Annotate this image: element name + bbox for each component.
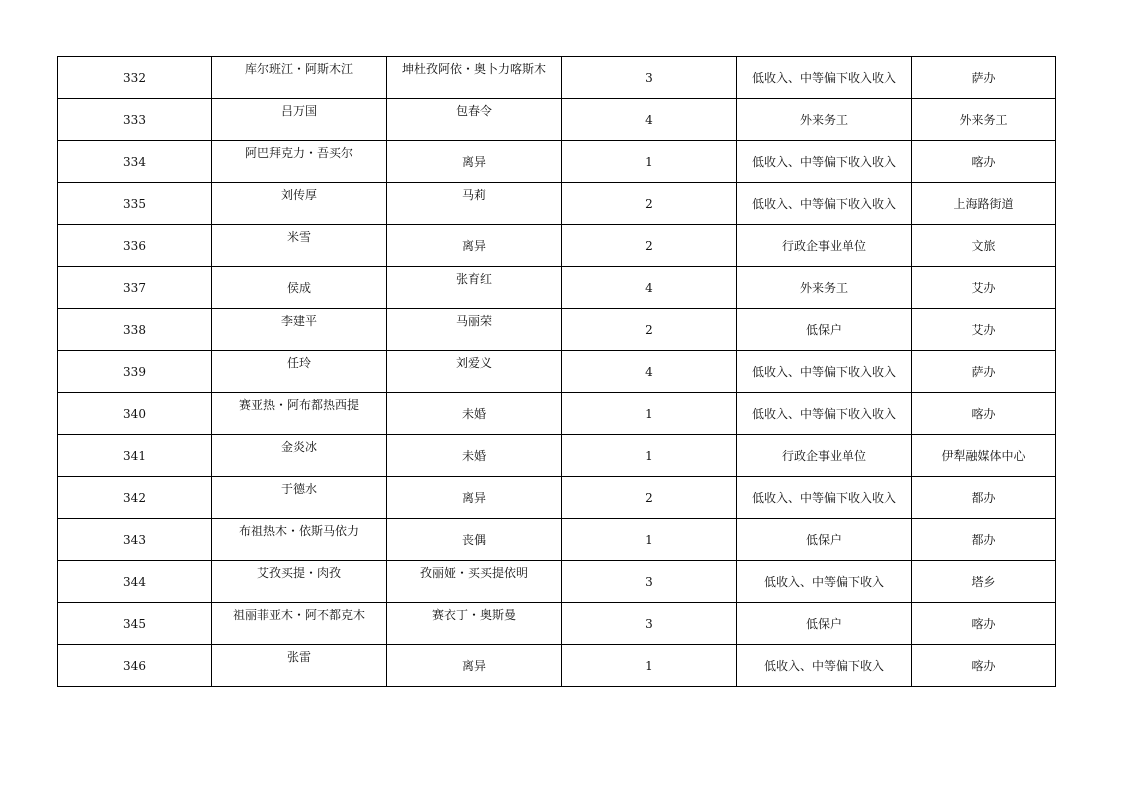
table-row	[58, 435, 1056, 477]
household-count: 3	[562, 561, 737, 603]
spouse-status: 离异	[387, 141, 562, 183]
applicant-name: 任玲	[212, 351, 387, 393]
applicant-name: 布祖热木・依斯马依力	[212, 519, 387, 561]
table-row	[58, 183, 1056, 225]
household-category: 低收入、中等偏下收入	[737, 561, 912, 603]
spouse-status: 未婚	[387, 393, 562, 435]
table-row	[58, 99, 1056, 141]
spouse-status: 刘爱义	[387, 351, 562, 393]
applicant-name: 张雷	[212, 645, 387, 687]
row-number: 342	[58, 477, 212, 519]
household-count: 1	[562, 435, 737, 477]
work-unit: 都办	[912, 477, 1056, 519]
row-number: 346	[58, 645, 212, 687]
spouse-status: 马莉	[387, 183, 562, 225]
spouse-status: 赛衣丁・奥斯曼	[387, 603, 562, 645]
work-unit: 喀办	[912, 141, 1056, 183]
spouse-status: 未婚	[387, 435, 562, 477]
table-row	[58, 519, 1056, 561]
work-unit: 喀办	[912, 645, 1056, 687]
applicant-name: 祖丽菲亚木・阿不都克木	[212, 603, 387, 645]
row-number: 344	[58, 561, 212, 603]
work-unit: 塔乡	[912, 561, 1056, 603]
household-category: 行政企事业单位	[737, 225, 912, 267]
applicant-name: 艾孜买提・肉孜	[212, 561, 387, 603]
work-unit: 萨办	[912, 351, 1056, 393]
household-category: 低收入、中等偏下收入收入	[737, 393, 912, 435]
table-row	[58, 141, 1056, 183]
spouse-status: 离异	[387, 645, 562, 687]
row-number: 339	[58, 351, 212, 393]
spouse-status: 张育红	[387, 267, 562, 309]
household-count: 1	[562, 141, 737, 183]
work-unit: 上海路街道	[912, 183, 1056, 225]
household-category: 低收入、中等偏下收入收入	[737, 57, 912, 99]
work-unit: 伊犁融媒体中心	[912, 435, 1056, 477]
row-number: 336	[58, 225, 212, 267]
household-category: 低收入、中等偏下收入收入	[737, 351, 912, 393]
table-row	[58, 645, 1056, 687]
household-count: 2	[562, 477, 737, 519]
row-number: 340	[58, 393, 212, 435]
spouse-status: 离异	[387, 477, 562, 519]
applicant-name: 米雪	[212, 225, 387, 267]
household-count: 3	[562, 57, 737, 99]
household-count: 2	[562, 309, 737, 351]
work-unit: 喀办	[912, 393, 1056, 435]
row-number: 345	[58, 603, 212, 645]
applicant-name: 吕万国	[212, 99, 387, 141]
row-number: 341	[58, 435, 212, 477]
row-number: 343	[58, 519, 212, 561]
household-category: 低收入、中等偏下收入收入	[737, 183, 912, 225]
applicant-name: 李建平	[212, 309, 387, 351]
table-row	[58, 393, 1056, 435]
household-category: 低收入、中等偏下收入	[737, 645, 912, 687]
household-count: 4	[562, 351, 737, 393]
applicant-name: 刘传厚	[212, 183, 387, 225]
work-unit: 文旅	[912, 225, 1056, 267]
row-number: 337	[58, 267, 212, 309]
applicant-name: 于德水	[212, 477, 387, 519]
applicant-name: 阿巴拜克力・吾买尔	[212, 141, 387, 183]
work-unit: 艾办	[912, 309, 1056, 351]
table-row	[58, 477, 1056, 519]
household-count: 2	[562, 225, 737, 267]
row-number: 335	[58, 183, 212, 225]
applicant-name: 侯成	[212, 267, 387, 309]
table-row	[58, 351, 1056, 393]
row-number: 338	[58, 309, 212, 351]
table-row	[58, 309, 1056, 351]
household-category: 低收入、中等偏下收入收入	[737, 477, 912, 519]
table-row	[58, 603, 1056, 645]
spouse-status: 离异	[387, 225, 562, 267]
work-unit: 艾办	[912, 267, 1056, 309]
spouse-status: 丧偶	[387, 519, 562, 561]
household-count: 4	[562, 267, 737, 309]
spouse-status: 马丽荣	[387, 309, 562, 351]
household-category: 外来务工	[737, 267, 912, 309]
allocation-table	[57, 56, 1056, 687]
household-count: 1	[562, 393, 737, 435]
spouse-status: 孜丽娅・买买提依明	[387, 561, 562, 603]
work-unit: 外来务工	[912, 99, 1056, 141]
applicant-name: 赛亚热・阿布都热西提	[212, 393, 387, 435]
household-count: 4	[562, 99, 737, 141]
table-row	[58, 57, 1056, 99]
row-number: 333	[58, 99, 212, 141]
table-row	[58, 225, 1056, 267]
work-unit: 都办	[912, 519, 1056, 561]
household-count: 1	[562, 645, 737, 687]
spouse-status: 坤杜孜阿依・奥卜力喀斯木	[387, 57, 562, 99]
row-number: 332	[58, 57, 212, 99]
table-row	[58, 561, 1056, 603]
table-row	[58, 267, 1056, 309]
household-count: 1	[562, 519, 737, 561]
applicant-name: 金炎冰	[212, 435, 387, 477]
row-number: 334	[58, 141, 212, 183]
household-category: 外来务工	[737, 99, 912, 141]
household-category: 行政企事业单位	[737, 435, 912, 477]
work-unit: 喀办	[912, 603, 1056, 645]
household-count: 2	[562, 183, 737, 225]
household-category: 低收入、中等偏下收入收入	[737, 141, 912, 183]
household-category: 低保户	[737, 519, 912, 561]
household-count: 3	[562, 603, 737, 645]
household-category: 低保户	[737, 309, 912, 351]
household-category: 低保户	[737, 603, 912, 645]
work-unit: 萨办	[912, 57, 1056, 99]
applicant-name: 库尔班江・阿斯木江	[212, 57, 387, 99]
spouse-status: 包春令	[387, 99, 562, 141]
